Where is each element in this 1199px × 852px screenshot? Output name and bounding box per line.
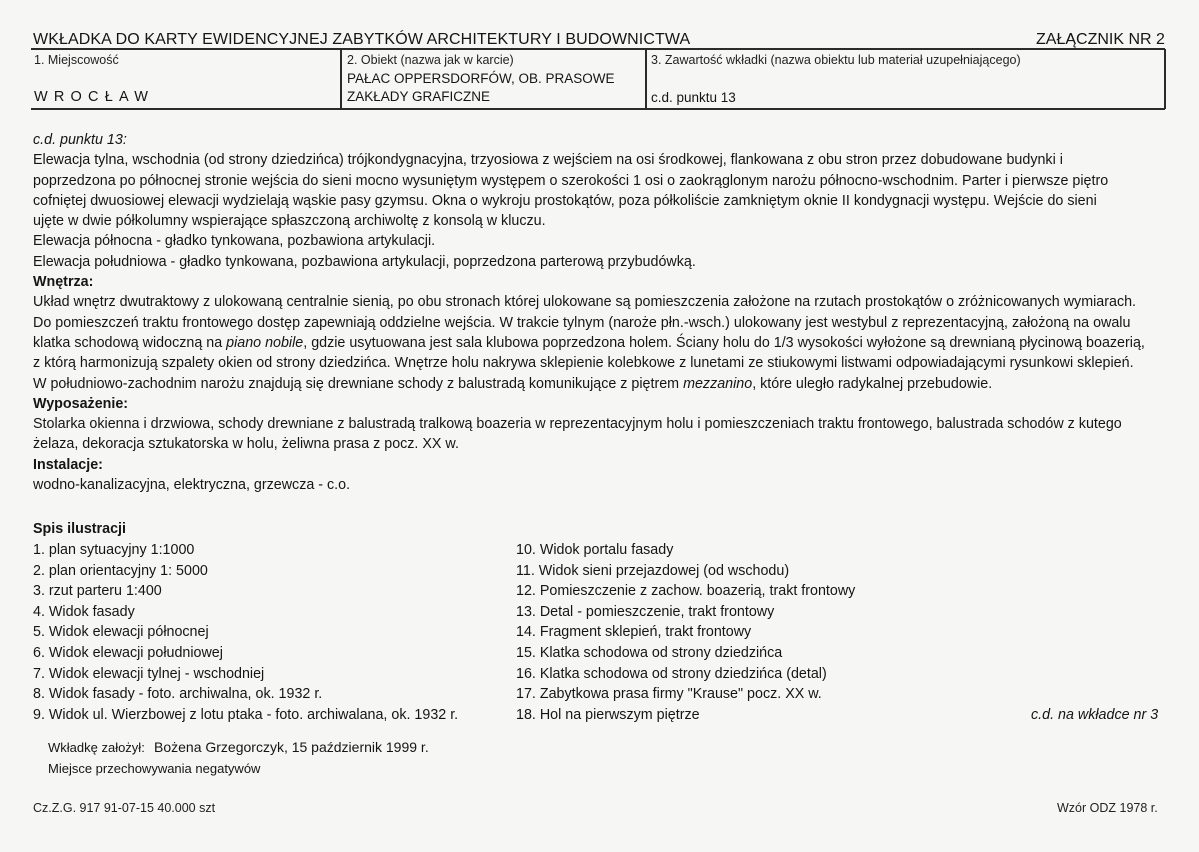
- interiors-text: , które uległo radykalnej przebudowie.: [752, 375, 993, 392]
- illustration-item: 11. Widok sieni przejazdowej (od wschodu): [516, 563, 790, 579]
- illustration-item: 14. Fragment sklepień, trakt frontowy: [516, 624, 752, 640]
- illustration-item: 6. Widok elewacji południowej: [33, 645, 223, 661]
- illustration-item: 18. Hol na pierwszym piętrze: [516, 707, 700, 723]
- rear-elevation-line: poprzedzona po północnej stronie wejścia do sieni mocno wysuniętym występem o szerokości 1 osi o zaokrąglonym narożu północno-wschodnim. Parter i pierwsze piętro: [33, 172, 1109, 189]
- interiors-line: [33, 374, 1145, 394]
- equipment-line: Stolarka okienna i drzwiowa, schody drewniane z balustradą tralkową boazeria w reprezentacyjnym holu i pomieszczeniach traktu frontowego, balustrada schodów z kutego: [33, 416, 1122, 433]
- header-bottom-rule: [31, 108, 1165, 110]
- illustration-item: 15. Klatka schodowa od strony dziedzińca: [516, 645, 783, 661]
- equipment-heading: Wyposażenie:: [33, 395, 129, 412]
- form-title: WKŁADKA DO KARTY EWIDENCYJNEJ ZABYTKÓW ARCHITEKTURY I BUDOWNICTWA: [33, 31, 691, 48]
- south-elevation: Elewacja południowa - gładko tynkowana, pozbawiona artykulacji, poprzedzona parterową przybudówką.: [33, 253, 696, 270]
- annex-number: ZAŁĄCZNIK NR 2: [1036, 31, 1165, 48]
- continued-note: c.d. na wkładce nr 3: [1031, 707, 1159, 723]
- illustration-item: 13. Detal - pomieszczenie, trakt frontowy: [516, 604, 775, 620]
- interiors-italic-term: mezzanino: [683, 375, 753, 392]
- column-divider-2: [645, 49, 647, 109]
- interiors-line: Do pomieszczeń traktu frontowego dostęp zapewniają oddzielne wejścia. W trakcie tylnym (naroże płn.-wsch.) ulokowany jest westybul z reprezentacyjną, założoną na owalu: [33, 314, 1131, 331]
- rear-elevation-line: Elewacja tylna, wschodnia (od strony dziedzińca) trójkondygnacyjna, trzyosiowa z wejściem na osi środkowej, flankowana z obu stron przez dobudowane budynki i: [33, 152, 1063, 169]
- rear-elevation-line: ujęte w dwie półkolumny wspierające spłaszczoną archiwoltę z konsolą w kluczu.: [33, 213, 546, 230]
- description-body: [33, 130, 1145, 495]
- installations-heading: Instalacje:: [33, 456, 103, 473]
- illustration-item: 2. plan orientacyjny 1: 5000: [33, 563, 208, 579]
- content-value: c.d. punktu 13: [651, 90, 736, 105]
- illustration-item: 12. Pomieszczenie z zachow. boazerią, trakt frontowy: [516, 583, 856, 599]
- illustration-item: 5. Widok elewacji północnej: [33, 624, 209, 640]
- illustration-item: 9. Widok ul. Wierzbowej z lotu ptaka - foto. archiwalana, ok. 1932 r.: [33, 707, 459, 723]
- locality-label: 1. Miejscowość: [34, 53, 119, 67]
- illustration-item: 4. Widok fasady: [33, 604, 135, 620]
- object-name-line2: ZAKŁADY GRAFICZNE: [347, 89, 491, 104]
- illustration-item: 3. rzut parteru 1:400: [33, 583, 162, 599]
- interiors-line: z którą harmonizują szpalety okien od strony dziedzińca. Wnętrze holu nakrywa sklepienie kolebkowe z lunetami ze stiukowymi listwami odpowiadającymi rysunkowi sklepień.: [33, 355, 1134, 372]
- rear-elevation-line: cofniętej dwuosiowej elewacji wydzielają wąskie pasy gzymsu. Okna o wykroju prostokątów, poza półkoliście zamkniętym oknie II kondygnacji występu. Wejście do sieni: [33, 192, 1097, 209]
- illustrations-heading: Spis ilustracji: [33, 521, 126, 537]
- author-value: Bożena Grzegorczyk, 15 październik 1999 r.: [154, 739, 429, 755]
- interiors-text: , gdzie usytuowana jest sala klubowa poprzedzona holem. Ściany holu do 1/3 wysokości wyłożone są drewnianą płycinową boazerią,: [303, 334, 1145, 351]
- installations-line: wodno-kanalizacyjna, elektryczna, grzewcza - c.o.: [33, 477, 351, 494]
- interiors-heading: Wnętrza:: [33, 274, 94, 291]
- column-divider-1: [340, 49, 342, 109]
- continuation-heading: c.d. punktu 13:: [33, 132, 127, 148]
- illustration-item: 16. Klatka schodowa od strony dziedzińca (detal): [516, 666, 827, 682]
- interiors-italic-term: piano nobile: [226, 334, 304, 351]
- interiors-text: klatka schodową widoczną na: [33, 334, 227, 351]
- illustration-item: 7. Widok elewacji tylnej - wschodniej: [33, 666, 265, 682]
- equipment-line: żelaza, dekoracja sztukatorska w holu, żeliwna prasa z pocz. XX w.: [33, 436, 459, 453]
- interiors-line: [33, 333, 1145, 353]
- illustration-item: 8. Widok fasady - foto. archiwalna, ok. 1932 r.: [33, 686, 323, 702]
- north-elevation: Elewacja północna - gładko tynkowana, pozbawiona artykulacji.: [33, 233, 436, 250]
- interiors-text: W południowo-zachodnim narożu znajdują się drewniane schody z balustradą komunikujące z piętrem: [33, 375, 684, 392]
- right-edge-rule: [1164, 49, 1166, 109]
- illustration-item: 10. Widok portalu fasady: [516, 542, 674, 558]
- object-name-line1: PAŁAC OPPERSDORFÓW, OB. PRASOWE: [347, 71, 615, 86]
- illustration-item: 17. Zabytkowa prasa firmy "Krause" pocz. XX w.: [516, 686, 822, 702]
- form-model: Wzór ODZ 1978 r.: [1057, 801, 1158, 815]
- illustration-item: 1. plan sytuacyjny 1:1000: [33, 542, 195, 558]
- locality-value: WROCŁAW: [34, 89, 155, 105]
- negatives-storage-label: Miejsce przechowywania negatywów: [48, 761, 261, 776]
- interiors-line: Układ wnętrz dwutraktowy z ulokowaną centralnie sienią, po obu stronach której ulokowane są pomieszczenia założone na rzutach prostokątów o zróżnicowanych wymiarach.: [33, 294, 1137, 311]
- content-label: 3. Zawartość wkładki (nazwa obiektu lub materiał uzupełniającego): [651, 53, 1021, 67]
- object-label: 2. Obiekt (nazwa jak w karcie): [347, 53, 514, 67]
- print-code: Cz.Z.G. 917 91-07-15 40.000 szt: [33, 801, 216, 815]
- header-top-rule: [31, 48, 1165, 50]
- author-label: Wkładkę założył:: [48, 740, 145, 755]
